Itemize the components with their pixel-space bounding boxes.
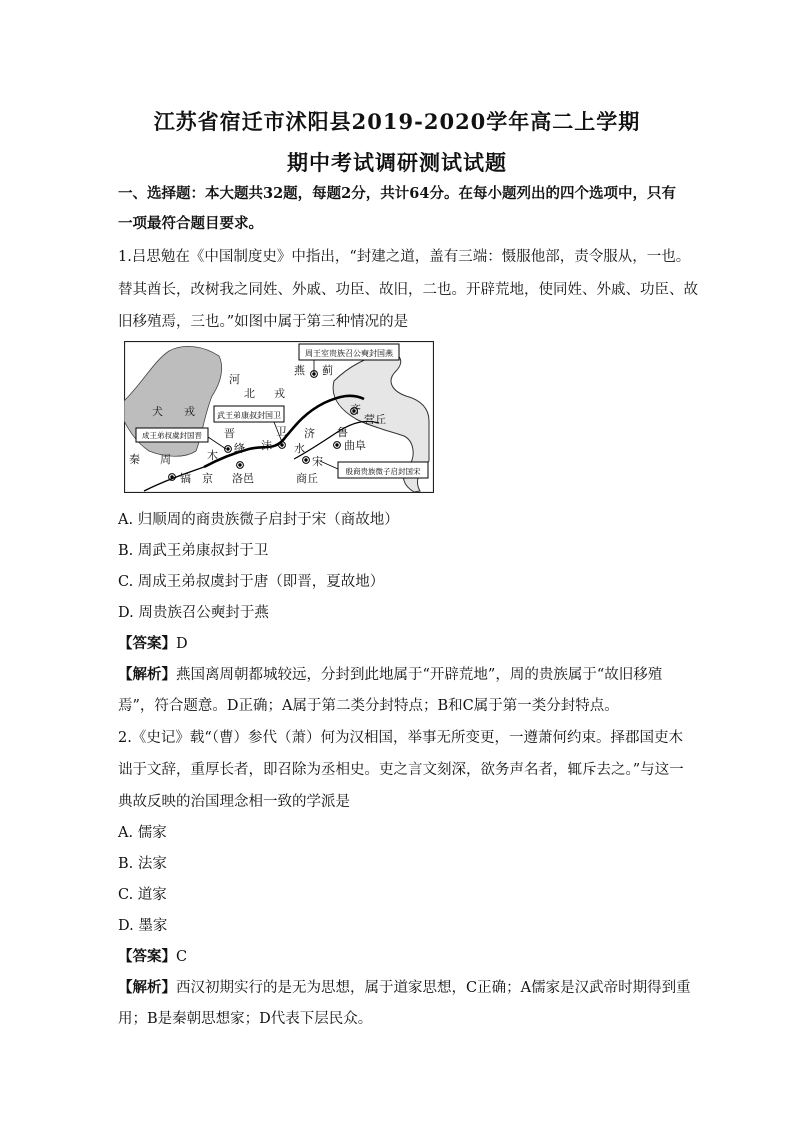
label-bei: 北 bbox=[244, 387, 255, 400]
q1-analysis-line2: 焉”，符合题意。D正确；A属于第二类分封特点；B和C属于第一类分封特点。 bbox=[118, 698, 619, 714]
q1-analysis-label: 【解析】 bbox=[118, 666, 176, 683]
label-qin: 秦 bbox=[129, 453, 140, 466]
q2-stem-line2: 诎于文辞，重厚长者，即召除为丞相史。吏之言文刻深，欲务声名者，辄斥去之。”与这一 bbox=[118, 762, 684, 778]
label-he: 河 bbox=[229, 373, 240, 386]
q2-option-a: A. 儒家 bbox=[118, 825, 167, 841]
document-title-line1: 江苏省宿迁市沭阳县2019-2020学年高二上学期 bbox=[153, 109, 641, 134]
label-qi: 齐 bbox=[350, 403, 361, 416]
q2-answer-label: 【答案】 bbox=[118, 948, 176, 965]
document-title-line2: 期中考试调研测试试题 bbox=[287, 150, 507, 175]
q1-stem-line1: 1.吕思勉在《中国制度史》中指出，“封建之道，盖有三端：慑服他部，责令服从，一也。 bbox=[118, 249, 691, 265]
q2-answer bbox=[118, 947, 678, 967]
q1-answer-label: 【答案】 bbox=[118, 635, 176, 652]
q1-answer-value: D bbox=[176, 636, 188, 652]
q2-analysis-label: 【解析】 bbox=[118, 979, 176, 996]
label-luoyi: 洛邑 bbox=[232, 472, 254, 485]
section-header-line1: 一、选择题：本大题共32题，每题2分，共计64分。在每小题列出的四个选项中，只有 bbox=[118, 185, 676, 202]
label-wei: 卫 bbox=[276, 425, 287, 438]
label-rong2: 戎 bbox=[184, 405, 195, 418]
label-jing: 京 bbox=[202, 472, 213, 485]
label-song-box: 殷商贵族微子启封国宋 bbox=[345, 467, 421, 476]
zhou-fengjian-map bbox=[124, 341, 434, 493]
q1-option-a: A. 归顺周的商贵族微子启封于宋（商故地） bbox=[118, 512, 399, 528]
q2-analysis-line2: 用；B是秦朝思想家；D代表下层民众。 bbox=[118, 1011, 373, 1027]
label-jiang: 绛 bbox=[234, 442, 245, 455]
label-rong: 戎 bbox=[274, 387, 285, 400]
q1-answer bbox=[118, 634, 678, 654]
q1-option-b: B. 周武王弟康叔封于卫 bbox=[118, 543, 269, 559]
label-hao: 镐 bbox=[180, 472, 191, 485]
q2-option-d: D. 墨家 bbox=[118, 918, 168, 934]
label-yan: 燕 bbox=[294, 364, 305, 377]
section-header-line2: 一项最符合题目要求。 bbox=[118, 215, 263, 232]
q2-analysis-text1: 西汉初期实行的是无为思想，属于道家思想，C正确；A儒家是汉武帝时期得到重 bbox=[176, 980, 691, 996]
label-yan-box: 周王室贵族召公奭封国燕 bbox=[305, 349, 393, 358]
q1-option-d: D. 周贵族召公奭封于燕 bbox=[118, 605, 269, 621]
label-mo: 沫 bbox=[261, 439, 272, 452]
label-song: 宋 bbox=[312, 455, 323, 468]
label-mu: 木 bbox=[207, 449, 218, 462]
q1-option-c: C. 周成王弟叔虞封于唐（即晋，夏故地） bbox=[118, 574, 385, 590]
q2-answer-value: C bbox=[176, 949, 188, 965]
label-jin: 晋 bbox=[224, 427, 235, 440]
q2-analysis-line1 bbox=[118, 978, 691, 998]
q1-stem-line2: 替其酋长，改树我之同姓、外戚、功臣、故旧，二也。开辟荒地，使同姓、外戚、功臣、故 bbox=[118, 282, 698, 298]
label-yingqiu: 营丘 bbox=[364, 413, 386, 426]
q1-stem-line3: 旧移殖焉，三也。”如图中属于第三种情况的是 bbox=[118, 314, 409, 330]
label-quan: 犬 bbox=[152, 405, 163, 418]
label-lu: 鲁 bbox=[337, 426, 348, 439]
q2-stem-line1: 2.《史记》载“（曹）参代（萧）何为汉相国，举事无所变更，一遵萧何约束。择郡国吏木 bbox=[118, 730, 683, 746]
label-shangqiu: 商丘 bbox=[296, 472, 318, 485]
label-jishui1: 济 bbox=[304, 427, 315, 440]
label-qufu: 曲阜 bbox=[344, 439, 366, 452]
label-ji: 蓟 bbox=[322, 364, 333, 377]
q2-option-b: B. 法家 bbox=[118, 856, 167, 872]
q2-stem-line3: 典故反映的治国理念相一致的学派是 bbox=[118, 794, 350, 810]
label-zhou: 周 bbox=[160, 453, 171, 466]
q2-option-c: C. 道家 bbox=[118, 887, 167, 903]
label-jishui2: 水 bbox=[294, 442, 305, 455]
label-wei-box: 武王弟康叔封国卫 bbox=[217, 411, 281, 420]
q1-analysis-text1: 燕国离周朝都城较远，分封到此地属于“开辟荒地”，周的贵族属于“故旧移殖 bbox=[176, 667, 663, 683]
label-jin-box: 成王弟叔虞封国晋 bbox=[142, 431, 202, 440]
q1-analysis-line1 bbox=[118, 665, 678, 685]
